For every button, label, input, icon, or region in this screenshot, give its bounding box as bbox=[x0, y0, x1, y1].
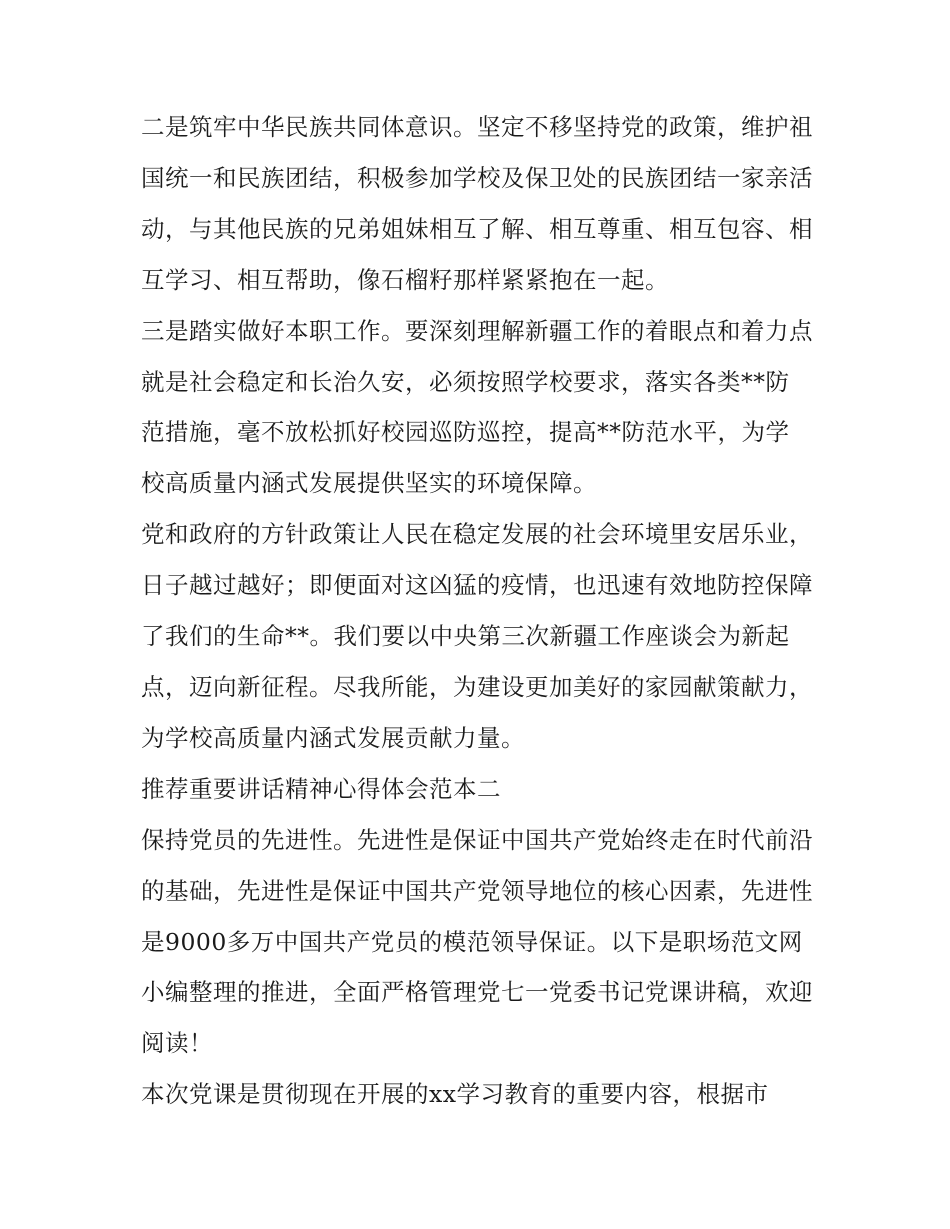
document-body bbox=[141, 102, 813, 1120]
paragraph-policy-stability: 党和政府的方针政策让人民在稳定发展的社会环境里安居乐业，日子越过越好；即便面对这凶猛的疫情，也迅速有效地防控保障了我们的生命**。我们要以中央第三次新疆工作座谈会为新起点，迈向新征程。尽我所能，为建设更加美好的家园献策献力，为学校高质量内涵式发展贡献力量。 bbox=[141, 520, 813, 752]
paragraph-party-lecture: 本次党课是贯彻现在开展的xx学习教育的重要内容，根据市 bbox=[141, 1080, 769, 1109]
paragraph-national-unity: 二是筑牢中华民族共同体意识。坚定不移坚持党的政策，维护祖国统一和民族团结，积极参加学校及保卫处的民族团结一家亲活动，与其他民族的兄弟姐妹相互了解、相互尊重、相互包容、相互学习、相互帮助，像石榴籽那样紧紧抱在一起。 bbox=[141, 113, 813, 294]
paragraph-job-duty: 三是踏实做好本职工作。要深刻理解新疆工作的着眼点和着力点就是社会稳定和长治久安，必须按照学校要求，落实各类**防范措施，毫不放松抓好校园巡防巡控，提高**防范水平，为学校高质量内涵式发展提供坚实的环境保障。 bbox=[141, 316, 813, 498]
paragraph-party-advancement: 保持党员的先进性。先进性是保证中国共产党始终走在时代前沿的基础，先进性是保证中国共产党领导地位的核心因素，先进性是9000多万中国共产党员的模范领导保证。以下是职场范文网小编整理的推进，全面严格管理党七一党委书记党课讲稿，欢迎阅读！ bbox=[141, 825, 813, 1058]
section-heading-sample-two: 推荐重要讲话精神心得体会范本二 bbox=[141, 774, 501, 803]
